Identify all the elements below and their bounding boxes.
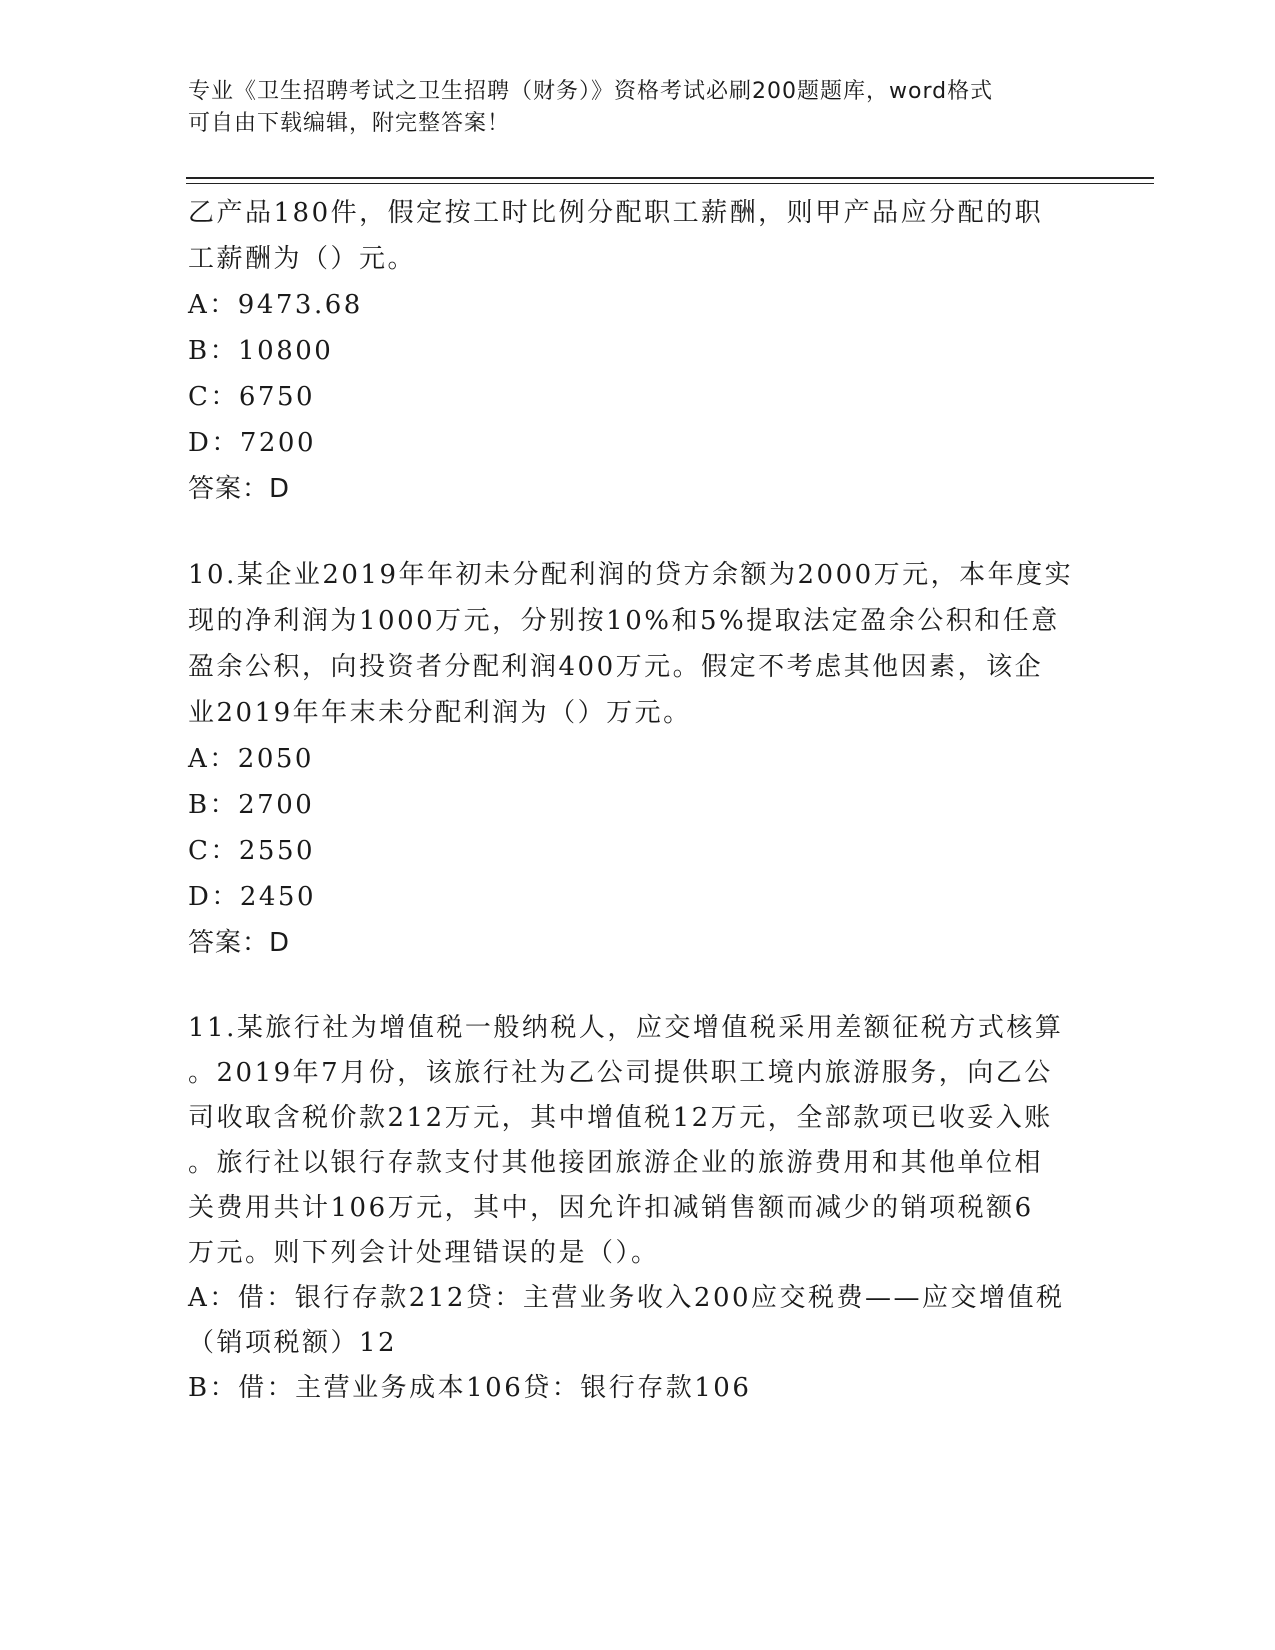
spacer: [188, 966, 1088, 1006]
question-text-line: 。2019年7月份，该旅行社为乙公司提供职工境内旅游服务，向乙公: [188, 1058, 1053, 1088]
option-a: A：借：银行存款212贷：主营业务收入200应交税费——应交增值税: [188, 1283, 1065, 1313]
option-c: C：2550: [188, 836, 316, 866]
question-text-line: 11.某旅行社为增值税一般纳税人，应交增值税采用差额征税方式核算: [188, 1013, 1064, 1043]
option-b: B：10800: [188, 336, 334, 366]
header-line-1: 专业《卫生招聘考试之卫生招聘（财务）》资格考试必刷200题题库，word格式: [188, 79, 994, 104]
question-10: [188, 552, 1088, 966]
answer: 答案：D: [188, 928, 291, 958]
option-b: B：2700: [188, 790, 315, 820]
question-text-line: 10.某企业2019年年初未分配利润的贷方余额为2000万元，本年度实: [188, 560, 1074, 590]
header-rule-thick: [186, 177, 1154, 179]
option-c: C：6750: [188, 382, 316, 412]
question-11: [188, 1006, 1088, 1411]
question-text-line: 万元。则下列会计处理错误的是（）。: [188, 1238, 660, 1268]
question-text-line: 盈余公积，向投资者分配利润400万元。假定不考虑其他因素，该企: [188, 652, 1044, 682]
header-rule-thin: [186, 183, 1154, 184]
answer: 答案：D: [188, 474, 291, 504]
spacer: [188, 512, 1088, 552]
question-text-line: 乙产品180件，假定按工时比例分配职工薪酬，则甲产品应分配的职: [188, 198, 1044, 228]
question-text-line: 司收取含税价款212万元，其中增值税12万元，全部款项已收妥入账: [188, 1103, 1053, 1133]
option-a: A：2050: [188, 744, 314, 774]
question-9: [188, 190, 1088, 512]
question-text-line: 。旅行社以银行存款支付其他接团旅游企业的旅游费用和其他单位相: [188, 1148, 1044, 1178]
document-header: [188, 76, 1088, 140]
option-a: A：9473.68: [188, 290, 363, 320]
question-text-line: 关费用共计106万元，其中，因允许扣减销售额而减少的销项税额6: [188, 1193, 1034, 1223]
header-line-2: 可自由下载编辑，附完整答案！: [188, 111, 511, 136]
option-b: B：借：主营业务成本106贷：银行存款106: [188, 1373, 752, 1403]
question-text-line: 业2019年年末未分配利润为（）万元。: [188, 698, 692, 728]
question-content: [188, 190, 1088, 1411]
option-d: D：7200: [188, 428, 317, 458]
option-d: D：2450: [188, 882, 317, 912]
question-text-line: 现的净利润为1000万元，分别按10%和5%提取法定盈余公积和任意: [188, 606, 1060, 636]
question-text-line: 工薪酬为（）元。: [188, 244, 417, 274]
option-a-continued: （销项税额）12: [188, 1328, 398, 1358]
